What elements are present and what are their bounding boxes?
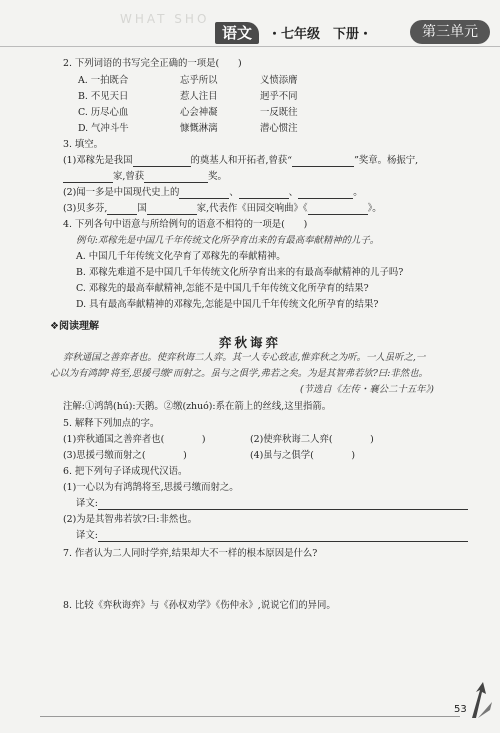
q5-stem: 5. 解释下列加点的字。 <box>63 418 160 429</box>
translation-label: 译文: <box>76 530 98 541</box>
q2-option-b-3: 迥乎不同 <box>260 91 298 102</box>
unit-label: 第三单元 <box>410 20 490 44</box>
grade-label: ・七年级 下册・ <box>268 27 373 42</box>
q3-line-2 <box>63 171 227 183</box>
q3-1-part-b: 的奠基人和开拓者,曾获“ <box>190 155 293 166</box>
page-corner-arrow-icon <box>466 680 496 720</box>
translation-label: 译文: <box>76 498 98 509</box>
q4-example: 例句:邓稼先是中国几千年传统文化所孕育出来的有最高奉献精神的儿子。 <box>76 235 380 246</box>
q3-2-part-a: 家,曾获 <box>113 171 145 182</box>
passage-line-2: 心以为有鸿鹄¹将至,思援弓缴²而射之。虽与之俱学,弗若之矣。为是其智弗若欤?曰:非然也。 <box>50 368 428 379</box>
q8-stem: 8. 比较《弈秋诲弈》与《孙权劝学》《伤仲永》,说说它们的异同。 <box>63 600 336 611</box>
passage-note: 注解:①鸿鹄(hú):天鹅。②缴(zhuó):系在箭上的丝线,这里指箭。 <box>63 401 332 412</box>
answer-line[interactable] <box>98 499 468 510</box>
reading-section-heading: ❖阅读理解 <box>50 321 99 332</box>
q4-option-d: D. 具有最高奉献精神的邓稼先,怎能是中国几千年传统文化所孕育的结果? <box>76 299 379 310</box>
q3-line-3 <box>63 187 363 199</box>
q3-stem: 3. 填空。 <box>63 139 104 150</box>
q3-4-part-a: (3)贝多芬, <box>63 203 108 214</box>
q2-option-c-2: 心会神凝 <box>180 107 218 118</box>
separator: 、 <box>288 187 299 198</box>
q3-4-part-d: 》。 <box>367 203 382 214</box>
blank[interactable] <box>298 188 353 199</box>
q3-4-part-c: 家,代表作《田园交响曲》《 <box>196 203 308 214</box>
q2-option-b-1: B. 不见天日 <box>78 91 129 102</box>
q3-4-part-b: 国 <box>137 203 147 214</box>
blank[interactable] <box>308 204 368 215</box>
q3-line-4 <box>63 203 382 215</box>
q2-stem: 2. 下列词语的书写完全正确的一项是( ) <box>63 58 242 69</box>
q2-option-a-1: A. 一拍既合 <box>78 75 129 86</box>
blank[interactable] <box>133 156 191 167</box>
q2-option-b-2: 惹人注目 <box>180 91 218 102</box>
separator: 、 <box>229 187 239 198</box>
q4-stem: 4. 下列各句中语意与所给例句的语意不相符的一项是( ) <box>63 219 308 230</box>
page-header <box>0 0 500 48</box>
q4-option-c: C. 邓稼先的最高奉献精神,怎能不是中国几千年传统文化所孕育的结果? <box>76 283 369 294</box>
blank[interactable] <box>144 172 208 183</box>
q2-option-d-3: 潜心惯注 <box>260 123 298 134</box>
faded-header-text: WHAT SHO <box>120 12 210 26</box>
q3-1-part-c: ”奖章。杨振宁, <box>354 155 419 166</box>
blank[interactable] <box>147 204 197 215</box>
q2-option-a-3: 义愤添膺 <box>260 75 298 86</box>
q4-option-b: B. 邓稼先难道不是中国几千年传统文化所孕育出来的有最高奉献精神的儿子吗? <box>76 267 404 278</box>
q6-sentence-1: (1)一心以为有鸿鹄将至,思援弓缴而射之。 <box>63 482 239 493</box>
answer-line[interactable] <box>98 531 468 542</box>
q5-item-3: (3)思援弓缴而射之( ) <box>63 450 187 461</box>
blank[interactable] <box>63 172 113 183</box>
q3-3-part-a: (2)闻一多是中国现代史上的 <box>63 187 180 198</box>
q2-option-a-2: 忘乎所以 <box>180 75 218 86</box>
q4-option-a: A. 中国几千年传统文化孕育了邓稼先的奉献精神。 <box>76 251 286 262</box>
passage-line-1: 弈秋通国之善弈者也。使弈秋诲二人弈。其一人专心致志,惟弈秋之为听。一人虽听之,一 <box>63 352 426 363</box>
period: 。 <box>353 187 363 198</box>
q3-line-1 <box>63 155 418 167</box>
header-divider <box>0 46 500 47</box>
q5-item-4: (4)虽与之俱学( ) <box>250 450 355 461</box>
passage-source: (节选自《左传・襄公二十五年》) <box>300 384 434 395</box>
q6-answer-2 <box>76 530 468 542</box>
passage-title: 弈秋诲弈 <box>218 335 281 350</box>
blank[interactable] <box>179 188 229 199</box>
q2-option-d-1: D. 气冲斗牛 <box>78 123 129 134</box>
q2-option-c-1: C. 历尽心血 <box>78 107 129 118</box>
q3-2-part-b: 奖。 <box>208 171 227 182</box>
q6-stem: 6. 把下列句子译成现代汉语。 <box>63 466 188 477</box>
q5-item-1: (1)弈秋通国之善弈者也( ) <box>63 434 206 445</box>
footer-divider <box>40 716 460 717</box>
subject-label: 语文 <box>215 22 259 44</box>
blank[interactable] <box>292 156 354 167</box>
q2-option-c-3: 一反既往 <box>260 107 298 118</box>
q6-answer-1 <box>76 498 468 510</box>
q3-1-part-a: (1)邓稼先是我国 <box>63 155 133 166</box>
q7-stem: 7. 作者认为二人同时学弈,结果却大不一样的根本原因是什么? <box>63 548 318 559</box>
q6-sentence-2: (2)为是其智弗若欤?曰:非然也。 <box>63 514 197 525</box>
q5-item-2: (2)使弈秋诲二人弈( ) <box>250 434 374 445</box>
page-number: 53 <box>454 704 467 715</box>
blank[interactable] <box>107 204 137 215</box>
blank[interactable] <box>239 188 289 199</box>
q2-option-d-2: 慷慨淋漓 <box>180 123 218 134</box>
